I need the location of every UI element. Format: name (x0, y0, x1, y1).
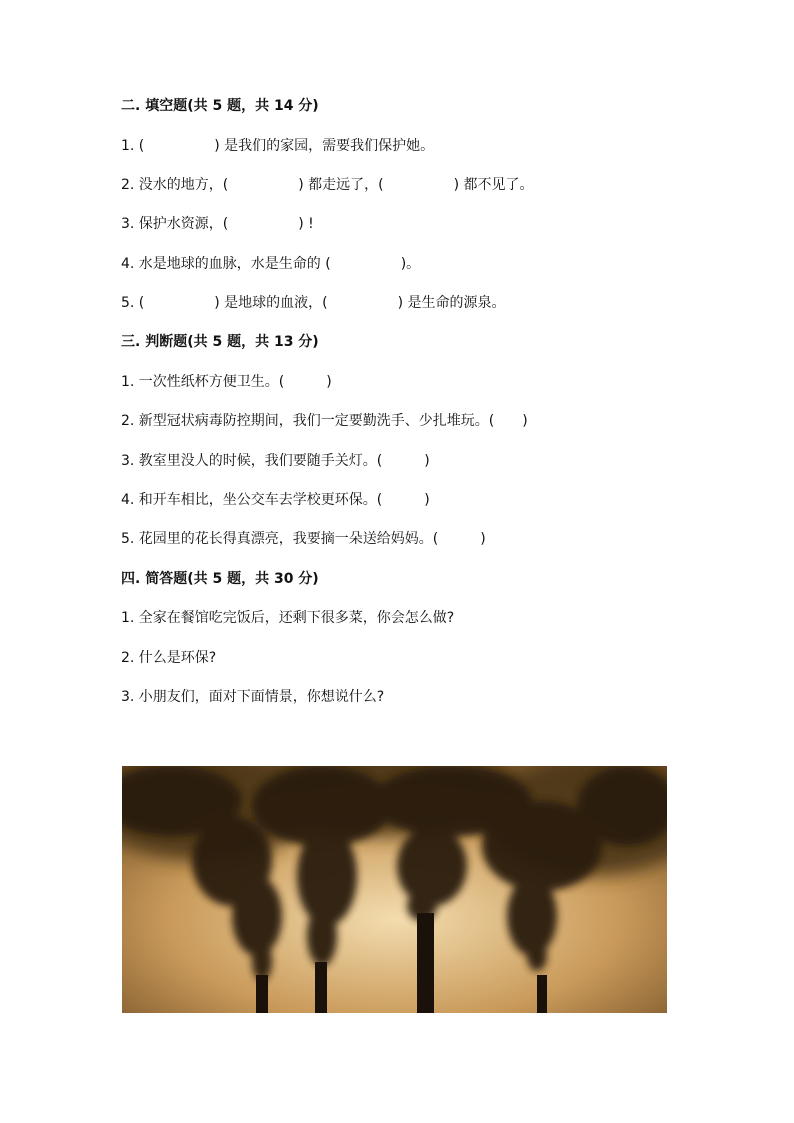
judge-question-4: 4. 和开车相比，坐公交车去学校更环保。( ) (121, 492, 430, 508)
judge-question-5: 5. 花园里的花长得真漂亮，我要摘一朵送给妈妈。( ) (121, 531, 486, 547)
fill-question-2: 2. 没水的地方，( ) 都走远了，( ) 都不见了。 (121, 177, 534, 193)
judge-question-3: 3. 教室里没人的时候，我们要随手关灯。( ) (121, 453, 430, 469)
short-question-2: 2. 什么是环保? (121, 650, 217, 666)
fill-question-3: 3. 保护水资源，( ) ! (121, 216, 314, 232)
fill-question-1: 1. ( ) 是我们的家园，需要我们保护她。 (121, 138, 435, 154)
short-question-1: 1. 全家在餐馆吃完饭后，还剩下很多菜，你会怎么做? (121, 610, 455, 626)
judge-question-1: 1. 一次性纸杯方便卫生。( ) (121, 374, 332, 390)
fill-question-5: 5. ( ) 是地球的血液，( ) 是生命的源泉。 (121, 295, 506, 311)
judge-section-heading: 三. 判断题(共 5 题，共 13 分) (121, 334, 319, 350)
short-question-3: 3. 小朋友们，面对下面情景，你想说什么? (121, 689, 385, 705)
fill-section-heading: 二. 填空题(共 5 题，共 14 分) (121, 98, 319, 114)
fill-question-4: 4. 水是地球的血脉，水是生命的 ( )。 (121, 256, 421, 272)
judge-question-2: 2. 新型冠状病毒防控期间，我们一定要勤洗手、少扎堆玩。( ) (121, 413, 528, 429)
pollution-photo (122, 766, 667, 1013)
short-section-heading: 四. 简答题(共 5 题，共 30 分) (121, 571, 319, 587)
